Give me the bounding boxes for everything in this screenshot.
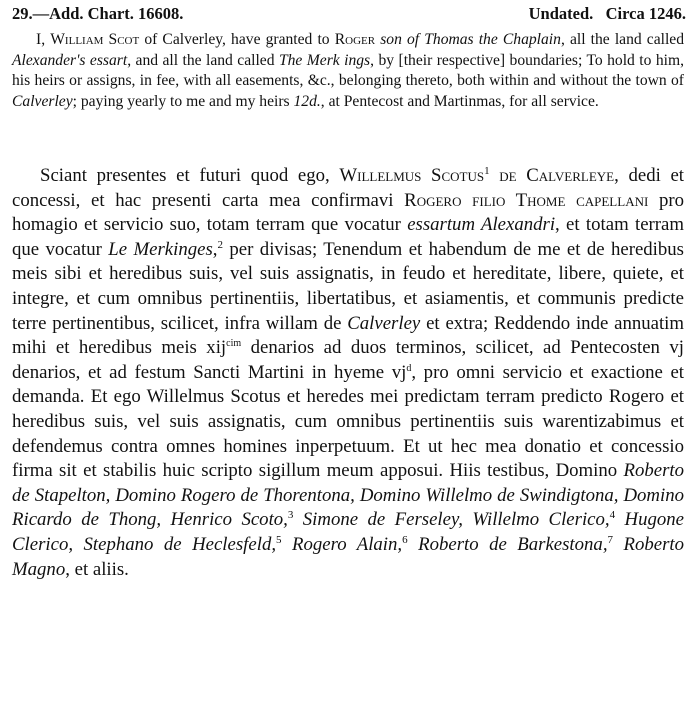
summary-text: ; paying yearly to me and my heirs (72, 92, 294, 110)
charter-text: Sciant presentes et futuri quod ego, (40, 165, 340, 186)
summary-text: , at Pentecost and Martinmas, for all service. (320, 92, 599, 110)
summary-text: , and all the land called (127, 51, 279, 69)
latin-charter-text (12, 164, 684, 582)
rent-amount: 12d. (293, 92, 321, 110)
date-label: Undated. (528, 4, 594, 23)
grantor-place: de Calverleye (489, 165, 615, 186)
charter-dash: — (32, 4, 50, 23)
abbreviation-superscript: d (406, 362, 412, 374)
charter-date (529, 4, 686, 24)
charter-heading (12, 4, 183, 24)
date-circa: Circa 1246. (605, 4, 686, 23)
witness-names: Simone de Ferseley, Willelmo Clerico, (293, 509, 610, 531)
land-name: Alexander's essart (12, 51, 128, 69)
grantee-name: Roger (334, 31, 376, 48)
charter-text: pro homagio et servicio suo, totam terram que vocatur (12, 189, 685, 236)
charter-text: , et totam terram que vocatur (12, 214, 684, 260)
charter-text: per divisas; Tenendum et habendum de me et de heredibus meis sibi et heredibus suis, vel suis assignatis, in feudo et hereditate, libere, quiete, et integre, et cum omnibus pertinentiis, libertatibus, et asiamentis, et communis predicte terre pertinentibus, scilicet, infra willam de (12, 238, 684, 334)
grantor-name: Willelmus Scotus (339, 165, 485, 186)
witness-names: Roberto de Stapelton, Domino Rogero de Thorentona, Domino Willelmo de Swindigtona, Domino Ricardo de Thong, Henrico Scoto, (12, 460, 684, 531)
footnote-marker: 7 (607, 533, 614, 546)
summary-text: of Calverley, have granted to (139, 31, 335, 48)
witness-names: Hugone Clerico, Stephano de Heclesfeld, (12, 509, 684, 555)
footnote-marker: 2 (217, 238, 223, 251)
place-name: Calverley (347, 312, 421, 334)
abbreviation-superscript: cim (226, 338, 242, 350)
charter-header (12, 4, 686, 30)
charter-text: , (212, 238, 218, 260)
place-name: Calverley (12, 92, 73, 110)
grantor-name: William Scot (50, 31, 140, 48)
charter-number: 29. (12, 4, 33, 23)
land-name: essartum Alexandri (407, 214, 556, 236)
witness-names: Rogero Alain, (281, 533, 403, 555)
footnote-marker: 4 (609, 509, 616, 522)
charter-paragraph (12, 164, 684, 582)
witness-names: Roberto Magno (12, 533, 685, 580)
footnote-marker: 3 (287, 509, 294, 522)
grantee-description: son of Thomas the Chaplain (380, 31, 561, 48)
land-name: The Merk ings (278, 51, 371, 69)
land-name: Le Merkinges (108, 238, 213, 260)
english-summary (12, 30, 684, 112)
charter-text: denarios ad duos terminos, scilicet, ad Pentecosten vj denarios, et ad festum Sancti Martini in hyeme vj (12, 337, 684, 383)
witness-names: Roberto de Barkestona, (407, 533, 608, 555)
summary-text: , all the land called (560, 31, 685, 48)
footnote-marker: 6 (402, 533, 408, 546)
charter-id: Add. Chart. 16608. (49, 4, 184, 23)
footnote-marker: 1 (484, 165, 490, 177)
summary-text: , by [their respective] boundaries; To hold to him, his heirs or assigns, in fee, with all easements, &c., belonging thereto, both within and without the town of (12, 51, 685, 89)
footnote-marker: 5 (276, 533, 282, 546)
charter-text: , pro omni servicio et exactione et demanda. Et ego Willelmus Scotus et heredes mei predictam terram predicto Rogero et heredibus suis, vel suis assignatis, cum omnibus pertinentiis suis warentizabimus et defendemus contra omnes homines inperpetuum. Et ut hec mea donatio et concessio firma sit et stabilis huic scripto sigillum meum apposui. Hiis testibus, Domino (12, 361, 684, 482)
charter-text: , et aliis. (65, 558, 129, 580)
summary-paragraph (12, 30, 684, 112)
summary-text: I, (36, 31, 51, 48)
grantee-name: Rogero filio Thome capellani (404, 189, 649, 211)
charter-text: , dedi et concessi, et hac presenti carta mea confirmavi (12, 165, 685, 211)
charter-text: et extra; Reddendo inde annuatim mihi et heredibus meis xij (12, 312, 684, 359)
